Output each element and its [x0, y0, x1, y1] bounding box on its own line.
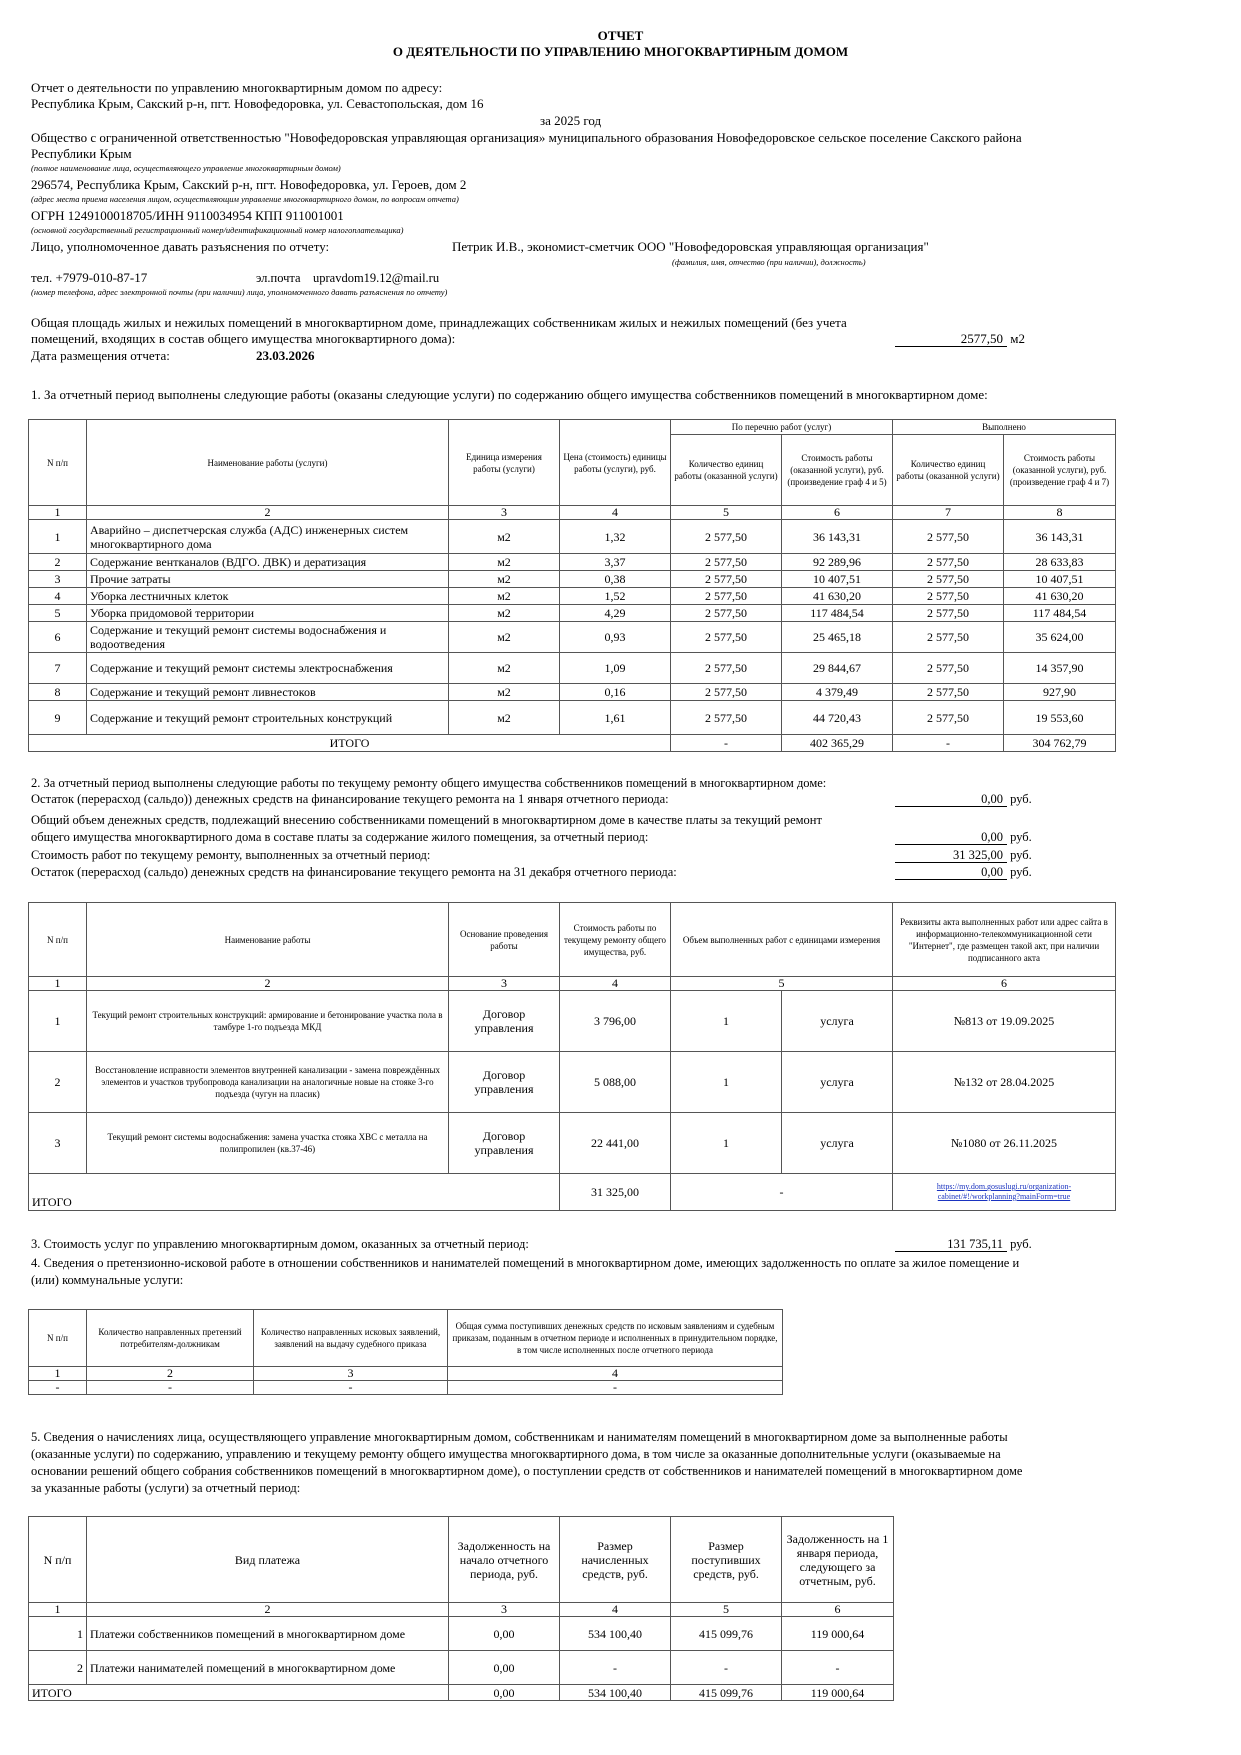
- email-label: эл.почта: [256, 271, 301, 285]
- intro-text: Отчет о деятельности по управлению многоквартирным домом по адресу:: [31, 80, 443, 95]
- row-num: 1: [29, 991, 87, 1052]
- repair-qty: 1: [671, 1113, 782, 1174]
- col-group-plan: По перечню работ (услуг): [671, 420, 893, 435]
- work-name: Содержание и текущий ремонт ливнестоков: [87, 684, 449, 701]
- col-number: 1: [29, 1603, 87, 1617]
- table-row: [29, 1651, 894, 1685]
- currency: руб.: [1010, 1237, 1032, 1251]
- qty-plan: 2 577,50: [671, 554, 782, 571]
- debt-start: 0,00: [449, 1617, 560, 1651]
- report-period: за 2025 год: [540, 113, 602, 128]
- date-label: Дата размещения отчета:: [31, 348, 170, 363]
- org-name-line2: Республики Крым: [31, 146, 132, 161]
- repair-basis: Договор управления: [449, 991, 560, 1052]
- col-number: 2: [87, 977, 449, 991]
- work-price: 0,38: [560, 571, 671, 588]
- col-number: 3: [449, 506, 560, 520]
- total-debt-end: 119 000,64: [782, 1685, 894, 1701]
- work-unit: м2: [449, 520, 560, 554]
- repair-basis: Договор управления: [449, 1113, 560, 1174]
- col-header-num: N п/п: [29, 1310, 87, 1367]
- work-name: Содержание вентканалов (ВДГО. ДВК) и дератизация: [87, 554, 449, 571]
- charged: 534 100,40: [560, 1617, 671, 1651]
- total-funds-line2: общего имущества многоквартирного дома в составе платы за содержание жилого помещения, за отчетный период:: [31, 830, 649, 844]
- work-name: Содержание и текущий ремонт системы электроснабжения: [87, 653, 449, 684]
- received-sum: -: [448, 1381, 783, 1395]
- column-numbers-row: [29, 1603, 894, 1617]
- payments-table: [28, 1516, 894, 1701]
- repair-act: №132 от 28.04.2025: [893, 1052, 1116, 1113]
- qty-done: 2 577,50: [893, 605, 1004, 622]
- cost-done: 28 633,83: [1004, 554, 1116, 571]
- work-price: 3,37: [560, 554, 671, 571]
- area-text-line1: Общая площадь жилых и нежилых помещений в многоквартирном доме, принадлежащих собственникам жилых и нежилых помещений (без учета: [31, 315, 847, 330]
- charged: -: [560, 1651, 671, 1685]
- repair-act: №813 от 19.09.2025: [893, 991, 1116, 1052]
- date-value: 23.03.2026: [256, 348, 315, 363]
- section2-title: 2. За отчетный период выполнены следующие работы по текущему ремонту общего имущества собственников помещений в многоквартирном доме:: [31, 776, 827, 790]
- currency: руб.: [1010, 848, 1032, 862]
- repair-unit: услуга: [782, 1113, 893, 1174]
- col-header-qty-done: Количество единиц работы (оказанной услуги): [893, 435, 1004, 506]
- total-funds-line1: Общий объем денежных средств, подлежащий внесению собственниками помещений в многоквартирном доме в качестве платы за текущий ремонт: [31, 813, 822, 827]
- work-unit: м2: [449, 653, 560, 684]
- col-header-volume: Объем выполненных работ с единицами измерения: [671, 903, 893, 977]
- email: upravdom19.12@mail.ru: [313, 271, 440, 285]
- table-row: [29, 1113, 1116, 1174]
- qty-done: 2 577,50: [893, 622, 1004, 653]
- row-num: 6: [29, 622, 87, 653]
- work-price: 1,09: [560, 653, 671, 684]
- table-row: [29, 554, 1116, 571]
- table-row: [29, 571, 1116, 588]
- total-label: ИТОГО: [29, 1174, 560, 1211]
- col-header-unit: Единица измерения работы (услуги): [449, 420, 560, 506]
- row-num: 1: [29, 520, 87, 554]
- phone: тел. +7979-010-87-17: [31, 270, 148, 285]
- total-qty-done: -: [893, 735, 1004, 752]
- row-num: 3: [29, 1113, 87, 1174]
- total-cost: 31 325,00: [560, 1174, 671, 1211]
- col-number: 5: [671, 1603, 782, 1617]
- report-title: ОТЧЕТ: [597, 28, 644, 43]
- cost-plan: 44 720,43: [782, 701, 893, 735]
- authorized-person: Петрик И.В., экономист-сметчик ООО "Новофедоровская управляющая организация": [452, 239, 929, 254]
- qty-done: 2 577,50: [893, 554, 1004, 571]
- col-header-lawsuits: Количество направленных исковых заявлений, заявлений на выдачу судебного приказа: [254, 1310, 448, 1367]
- contact-note: (номер телефона, адрес электронной почты (при наличии) лица, уполномоченного давать разъяснения по отчету): [31, 287, 448, 297]
- area-unit: м2: [1010, 331, 1025, 346]
- balance-start-value: 0,00: [895, 792, 1007, 807]
- balance-end-value: 0,00: [895, 865, 1007, 880]
- org-name-note: (полное наименование лица, осуществляющего управление многоквартирным домом): [31, 163, 341, 173]
- cost-plan: 25 465,18: [782, 622, 893, 653]
- qty-done: 2 577,50: [893, 684, 1004, 701]
- col-header-num: N п/п: [29, 420, 87, 506]
- qty-done: 2 577,50: [893, 701, 1004, 735]
- col-header-debt-start: Задолженность на начало отчетного периода, руб.: [449, 1517, 560, 1603]
- col-number: 4: [448, 1367, 783, 1381]
- section4-title-line2: (или) коммунальные услуги:: [31, 1273, 184, 1287]
- house-address: Республика Крым, Сакский р-н, пгт. Новофедоровка, ул. Севастопольская, дом 16: [31, 96, 484, 111]
- total-qty-plan: -: [671, 735, 782, 752]
- col-header-price: Цена (стоимость) единицы работы (услуги), руб.: [560, 420, 671, 506]
- cost-plan: 4 379,49: [782, 684, 893, 701]
- col-number: 1: [29, 506, 87, 520]
- section5-title-line4: за указанные работы (услуги) за отчетный период:: [31, 1481, 301, 1495]
- col-header-name: Наименование работы (услуги): [87, 420, 449, 506]
- col-number: 4: [560, 1603, 671, 1617]
- col-number: 2: [87, 1367, 254, 1381]
- cost-done: 35 624,00: [1004, 622, 1116, 653]
- cost-done: 927,90: [1004, 684, 1116, 701]
- lawsuits-count: -: [254, 1381, 448, 1395]
- repair-cost: 22 441,00: [560, 1113, 671, 1174]
- col-header-claims: Количество направленных претензий потребителям-должникам: [87, 1310, 254, 1367]
- balance-start-label: Остаток (перерасход (сальдо)) денежных средств на финансирование текущего ремонта на 1 января отчетного периода:: [31, 792, 669, 806]
- total-row: [29, 1685, 894, 1701]
- work-name: Уборка придомовой территории: [87, 605, 449, 622]
- total-label: ИТОГО: [29, 735, 671, 752]
- col-header-qty-plan: Количество единиц работы (оказанной услуги): [671, 435, 782, 506]
- maintenance-works-table: [28, 419, 1116, 752]
- work-name: Прочие затраты: [87, 571, 449, 588]
- cost-done: 117 484,54: [1004, 605, 1116, 622]
- qty-done: 2 577,50: [893, 571, 1004, 588]
- ogrn-inn: ОГРН 1249100018705/ИНН 9110034954 КПП 911001001: [31, 208, 344, 223]
- qty-done: 2 577,50: [893, 588, 1004, 605]
- col-number: 6: [782, 1603, 894, 1617]
- section4-title-line1: 4. Сведения о претензионно-исковой работе в отношении собственников и нанимателей помещений в многоквартирном доме, имеющих задолженность по оплате за жилое помещение и: [31, 1256, 1020, 1270]
- currency: руб.: [1010, 792, 1032, 806]
- total-cost-plan: 402 365,29: [782, 735, 893, 752]
- qty-plan: 2 577,50: [671, 622, 782, 653]
- table-row: [29, 520, 1116, 554]
- area-value: 2577,50: [895, 331, 1007, 347]
- table-row: [29, 588, 1116, 605]
- column-numbers-row: [29, 506, 1116, 520]
- section5-title-line2: (оказанные услуги) по содержанию, управлению и текущему ремонту общего имущества многоквартирного дома, в том числе за оказанные дополнительные услуги (оказываемые на: [31, 1447, 1001, 1461]
- repair-unit: услуга: [782, 991, 893, 1052]
- row-num: 8: [29, 684, 87, 701]
- total-label: ИТОГО: [29, 1685, 449, 1701]
- work-unit: м2: [449, 588, 560, 605]
- cost-plan: 29 844,67: [782, 653, 893, 684]
- col-header-cost: Стоимость работы по текущему ремонту общего имущества, руб.: [560, 903, 671, 977]
- work-name: Содержание и текущий ремонт системы водоснабжения и водоотведения: [87, 622, 449, 653]
- total-row: [29, 1174, 1116, 1211]
- work-unit: м2: [449, 571, 560, 588]
- authorized-note: (фамилия, имя, отчество (при наличии), должность): [672, 257, 866, 267]
- payment-type: Платежи нанимателей помещений в многоквартирном доме: [87, 1651, 449, 1685]
- work-price: 1,61: [560, 701, 671, 735]
- col-group-done: Выполнено: [893, 420, 1116, 435]
- currency: руб.: [1010, 830, 1032, 844]
- table-row: [29, 1381, 783, 1395]
- qty-plan: 2 577,50: [671, 571, 782, 588]
- work-unit: м2: [449, 701, 560, 735]
- repair-basis: Договор управления: [449, 1052, 560, 1113]
- total-volume: -: [671, 1174, 893, 1211]
- work-price: 1,32: [560, 520, 671, 554]
- section5-title-line3: основании решений общего собрания собственников помещений в многоквартирном доме), о поступлении средств от собственников и нанимателей помещений в многоквартирном доме: [31, 1464, 1023, 1478]
- gosuslugi-link[interactable]: https://my.dom.gosuslugi.ru/organization-cabinet/#!/workplanning?mainForm=true: [936, 1182, 1072, 1201]
- total-received: 415 099,76: [671, 1685, 782, 1701]
- repair-name: Текущий ремонт строительных конструкций: армирование и бетонирование участка пола в тамбуре 1-го подъезда МКД: [87, 991, 449, 1052]
- repair-qty: 1: [671, 1052, 782, 1113]
- col-header-debt-end: Задолженность на 1 января периода, следующего за отчетным, руб.: [782, 1517, 894, 1603]
- table-row: [29, 1617, 894, 1651]
- cost-plan: 117 484,54: [782, 605, 893, 622]
- cost-plan: 10 407,51: [782, 571, 893, 588]
- col-number: 5: [671, 977, 893, 991]
- work-price: 4,29: [560, 605, 671, 622]
- col-number: 8: [1004, 506, 1116, 520]
- table-row: [29, 653, 1116, 684]
- total-row: [29, 735, 1116, 752]
- cost-done: 19 553,60: [1004, 701, 1116, 735]
- table-row: [29, 605, 1116, 622]
- col-header-charged: Размер начисленных средств, руб.: [560, 1517, 671, 1603]
- work-name: Содержание и текущий ремонт строительных конструкций: [87, 701, 449, 735]
- col-number: 4: [560, 506, 671, 520]
- row-num: 2: [29, 1052, 87, 1113]
- work-unit: м2: [449, 554, 560, 571]
- balance-end-label: Остаток (перерасход (сальдо) денежных средств на финансирование текущего ремонта на 31 декабря отчетного периода:: [31, 865, 677, 879]
- col-number: 5: [671, 506, 782, 520]
- repair-name: Текущий ремонт системы водоснабжения: замена участка стояка ХВС с металла на полипропилен (кв.37-46): [87, 1113, 449, 1174]
- col-number: 4: [560, 977, 671, 991]
- col-number: 6: [782, 506, 893, 520]
- work-price: 1,52: [560, 588, 671, 605]
- debt-start: 0,00: [449, 1651, 560, 1685]
- cost-plan: 92 289,96: [782, 554, 893, 571]
- column-numbers-row: [29, 1367, 783, 1381]
- table-row: [29, 991, 1116, 1052]
- cost-plan: 41 630,20: [782, 588, 893, 605]
- total-funds-value: 0,00: [895, 830, 1007, 845]
- col-header-sum: Общая сумма поступивших денежных средств по исковым заявлениям и судебным приказам, поданным в отчетном периоде и исполненных в принудительном порядке, в том числе исполненных после отчетного периода: [448, 1310, 783, 1367]
- repair-qty: 1: [671, 991, 782, 1052]
- claims-table: [28, 1309, 783, 1395]
- work-name: Аварийно – диспетчерская служба (АДС) инженерных систем многоквартирного дома: [87, 520, 449, 554]
- work-price: 0,16: [560, 684, 671, 701]
- cost-done: 36 143,31: [1004, 520, 1116, 554]
- work-unit: м2: [449, 605, 560, 622]
- report-subtitle: О ДЕЯТЕЛЬНОСТИ ПО УПРАВЛЕНИЮ МНОГОКВАРТИРНЫМ ДОМОМ: [392, 44, 849, 59]
- repair-act: №1080 от 26.11.2025: [893, 1113, 1116, 1174]
- work-unit: м2: [449, 622, 560, 653]
- qty-plan: 2 577,50: [671, 520, 782, 554]
- payment-type: Платежи собственников помещений в многоквартирном доме: [87, 1617, 449, 1651]
- claims-num: -: [29, 1381, 87, 1395]
- qty-plan: 2 577,50: [671, 653, 782, 684]
- col-number: 2: [87, 1603, 449, 1617]
- repair-cost: 5 088,00: [560, 1052, 671, 1113]
- table-row: [29, 684, 1116, 701]
- table-row: [29, 622, 1116, 653]
- authorized-label: Лицо, уполномоченное давать разъяснения по отчету:: [31, 239, 330, 254]
- works-cost-value: 31 325,00: [895, 848, 1007, 863]
- received: 415 099,76: [671, 1617, 782, 1651]
- row-num: 7: [29, 653, 87, 684]
- work-price: 0,93: [560, 622, 671, 653]
- row-num: 9: [29, 701, 87, 735]
- col-header-name: Наименование работы: [87, 903, 449, 977]
- section1-title: 1. За отчетный период выполнены следующие работы (оказаны следующие услуги) по содержанию общего имущества собственников помещений в многоквартирном доме:: [31, 387, 988, 402]
- col-number: 3: [254, 1367, 448, 1381]
- cost-done: 41 630,20: [1004, 588, 1116, 605]
- column-numbers-row: [29, 977, 1116, 991]
- repair-unit: услуга: [782, 1052, 893, 1113]
- work-name: Уборка лестничных клеток: [87, 588, 449, 605]
- area-text-line2: помещений, входящих в состав общего имущества многоквартирного дома):: [31, 331, 456, 346]
- col-number: 3: [449, 977, 560, 991]
- col-header-cost-plan: Стоимость работы (оказанной услуги), руб. (произведение граф 4 и 5): [782, 435, 893, 506]
- col-number: 1: [29, 1367, 87, 1381]
- debt-end: 119 000,64: [782, 1617, 894, 1651]
- debt-end: -: [782, 1651, 894, 1685]
- repair-name: Восстановление исправности элементов внутренней канализации - замена повреждённых элементов и участков трубопровода канализации на аналогичные новые на стояке 3-го подъезда (чугун на пласик): [87, 1052, 449, 1113]
- repair-cost: 3 796,00: [560, 991, 671, 1052]
- cost-plan: 36 143,31: [782, 520, 893, 554]
- total-cost-done: 304 762,79: [1004, 735, 1116, 752]
- row-num: 5: [29, 605, 87, 622]
- cost-done: 10 407,51: [1004, 571, 1116, 588]
- currency: руб.: [1010, 865, 1032, 879]
- col-number: 1: [29, 977, 87, 991]
- qty-plan: 2 577,50: [671, 701, 782, 735]
- col-header-num: N п/п: [29, 1517, 87, 1603]
- table-row: [29, 701, 1116, 735]
- col-header-num: N п/п: [29, 903, 87, 977]
- repair-works-table: [28, 902, 1116, 1211]
- col-number: 2: [87, 506, 449, 520]
- qty-plan: 2 577,50: [671, 684, 782, 701]
- col-header-type: Вид платежа: [87, 1517, 449, 1603]
- col-number: 7: [893, 506, 1004, 520]
- work-unit: м2: [449, 684, 560, 701]
- total-charged: 534 100,40: [560, 1685, 671, 1701]
- qty-plan: 2 577,50: [671, 588, 782, 605]
- row-num: 2: [29, 554, 87, 571]
- row-num: 2: [29, 1651, 87, 1685]
- total-debt-start: 0,00: [449, 1685, 560, 1701]
- management-cost-value: 131 735,11: [895, 1237, 1007, 1252]
- section3-label: 3. Стоимость услуг по управлению многоквартирным домом, оказанных за отчетный период:: [31, 1237, 529, 1251]
- qty-done: 2 577,50: [893, 653, 1004, 684]
- row-num: 4: [29, 588, 87, 605]
- col-number: 3: [449, 1603, 560, 1617]
- received: -: [671, 1651, 782, 1685]
- qty-done: 2 577,50: [893, 520, 1004, 554]
- table-row: [29, 1052, 1116, 1113]
- qty-plan: 2 577,50: [671, 605, 782, 622]
- ogrn-note: (основной государственный регистрационный номер/идентификационный номер налогоплательщика): [31, 225, 404, 235]
- row-num: 1: [29, 1617, 87, 1651]
- works-cost-label: Стоимость работ по текущему ремонту, выполненных за отчетный период:: [31, 848, 431, 862]
- org-name-line1: Общество с ограниченной ответственностью "Новофедоровская управляющая организация» муниципального образования Новофедоровское сельское поселение Сакского района: [31, 130, 1022, 145]
- cost-done: 14 357,90: [1004, 653, 1116, 684]
- col-header-basis: Основание проведения работы: [449, 903, 560, 977]
- col-header-received: Размер поступивших средств, руб.: [671, 1517, 782, 1603]
- reception-address-note: (адрес места приема населения лицом, осуществляющим управление многоквартирного домом, по вопросам отчета): [31, 194, 459, 204]
- col-header-cost-done: Стоимость работы (оказанной услуги), руб. (произведение граф 4 и 7): [1004, 435, 1116, 506]
- claims-count: -: [87, 1381, 254, 1395]
- section5-title-line1: 5. Сведения о начислениях лица, осуществляющего управление многоквартирным домом, собственникам и нанимателям помещений в многоквартирном доме за выполненные работы: [31, 1430, 1008, 1444]
- row-num: 3: [29, 571, 87, 588]
- reception-address: 296574, Республика Крым, Сакский р-н, пгт. Новофедоровка, ул. Героев, дом 2: [31, 177, 467, 192]
- col-header-act: Реквизиты акта выполненных работ или адрес сайта в информационно-телекоммуникационной сети "Интернет", где размещен такой акт, при наличии подписанного акта: [893, 903, 1116, 977]
- col-number: 6: [893, 977, 1116, 991]
